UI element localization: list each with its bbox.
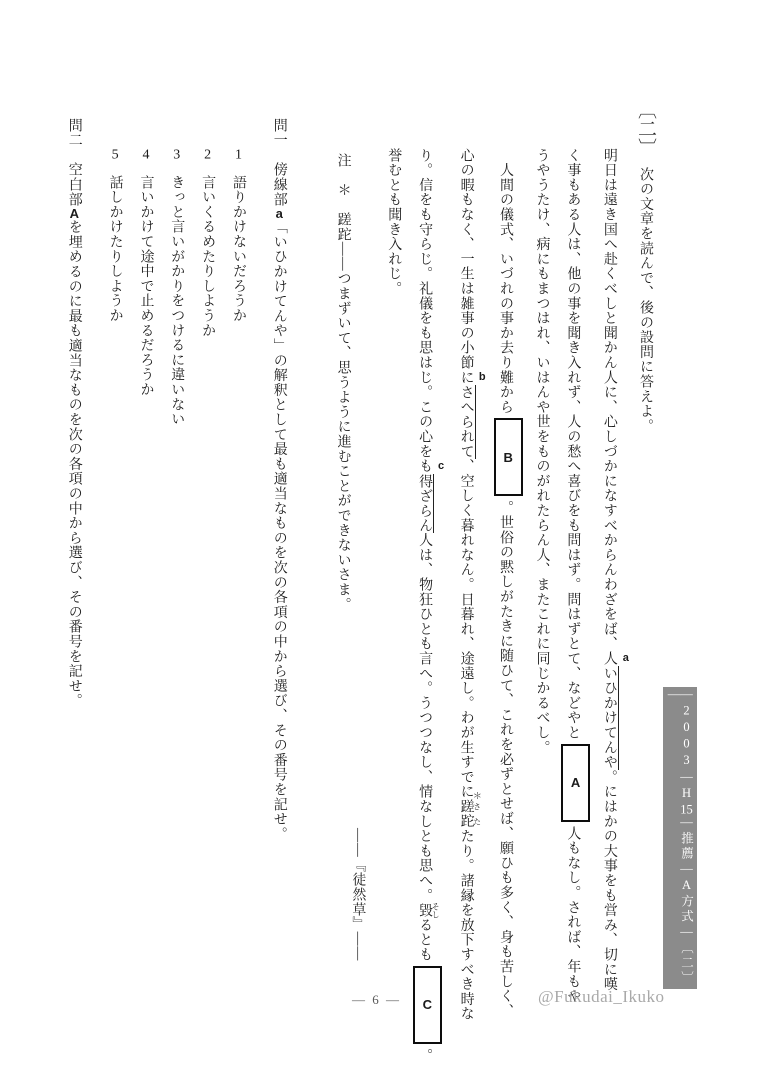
blank-box-C [413, 966, 442, 1044]
ruby-term: 毀 そし [417, 902, 441, 919]
text-run: 、空しく暮れなん。日暮れ、途遠し。わが生すでに [458, 458, 474, 800]
text-run: 注 ＊ 蹉跎――つまずいて、思うように進むことができないさま。 [335, 153, 351, 612]
text-run: ――『徒然草』―― [350, 828, 366, 962]
option-number: 5 [111, 148, 119, 162]
text-run: うやうたけ、病にもまつはれ、いはんや世をものがれたらん人、またこれに同じかるべし。 [534, 148, 550, 755]
blank-box-B [494, 418, 523, 496]
section-marker: 〔二〕 [635, 100, 656, 157]
question-1-column [271, 100, 286, 1063]
underlined-phrase-b: b さへられて [458, 370, 486, 459]
text-run: 言いくるめたりしようか [200, 175, 216, 338]
text-run: を埋めるのに最も適当なものを次の各項の中から選び、その番号を記せ。 [66, 219, 82, 709]
option-column-1 [230, 100, 245, 1063]
header-instruction-column [635, 100, 655, 1063]
text-run: きっと言いがかりをつけるに違いない [169, 175, 185, 427]
text-run: 明日は遠き国へ赴くべしと聞かん人に、心しづかになすべからんわざをば、人 [601, 148, 617, 666]
year-badge [663, 687, 697, 989]
option-column-5 [107, 100, 122, 1063]
underlined-phrase-c: c 得ざらん [417, 459, 445, 533]
text-run: り。信をも守らじ。礼儀をも思はじ。この心をも [417, 148, 433, 474]
option-number: 4 [142, 148, 150, 162]
option-column-2 [199, 100, 214, 1063]
text-run: 問二 空白部 [66, 118, 82, 207]
blank-box-letter-B: B [503, 449, 513, 465]
text-run: 人は、物狂ひとも言へ。うつつなし、情なしとも思へ。 [417, 532, 433, 903]
text-run: 問一 傍線部 [271, 118, 287, 207]
content-area [66, 100, 655, 1063]
reference-letter: A [69, 206, 79, 220]
option-column-4 [138, 100, 153, 1063]
question-2-column [66, 100, 81, 1063]
option-number: 3 [173, 148, 181, 162]
passage-column-2 [565, 100, 586, 1063]
text-run: 「いひかけてんや」の解釈として最も適当なものを次の各項の中から選び、その番号を記せ。 [271, 219, 287, 842]
note-column [335, 100, 350, 1063]
underlined-phrase-a: a いひかけてんや [601, 652, 629, 770]
ruby-term: ＊ 蹉跎 さた [458, 791, 483, 829]
option-number: 2 [204, 148, 212, 162]
passage-column-1 [601, 100, 629, 1063]
reference-letter: a [275, 206, 283, 220]
page-number: — 6 — [352, 992, 401, 1007]
text-run: たり。諸縁を放下すべき時な [458, 828, 474, 1022]
passage-column-4 [497, 100, 518, 1063]
text-run: 語りかけないだろうか [230, 175, 246, 323]
underline-label-c: c [437, 459, 445, 472]
underline-label-a: a [622, 652, 629, 664]
text-run: 。 [417, 1048, 433, 1063]
attribution-column [350, 100, 365, 1063]
passage-column-7 [385, 100, 400, 1063]
text-run: 心の暇もなく、一生は雑事の小節に [458, 148, 474, 385]
text-run: 話しかけたりしようか [107, 175, 123, 323]
text-run: 。にはかの大事をも営み、切に嘆 [601, 769, 617, 992]
text-run: 。世俗の黙しがたきに随ひて、これを必ずとせば、願ひも多く、身も苦しく、 [497, 500, 513, 1019]
note-star-mark: ＊ [472, 791, 483, 802]
text-run: 言いかけて途中で止めるだろうか [138, 175, 154, 397]
blank-box-letter-C: C [422, 997, 432, 1013]
text-run: く事もある人は、他の事を聞き入れず、人の愁へ喜びをも問はず。問はずとて、などやと [565, 148, 581, 740]
blank-box-A [561, 744, 590, 822]
option-column-3 [168, 100, 183, 1063]
text-run: 誉むとも聞き入れじ。 [386, 148, 402, 296]
text-run: 人間の儀式、いづれの事か去り難から [497, 148, 513, 415]
watermark: @Fukudai_Ikuko [538, 987, 665, 1006]
passage-column-6 [416, 100, 445, 1063]
passage-column-3 [534, 100, 549, 1063]
text-run: 次の文章を読んで、後の設問に答えよ。 [638, 167, 653, 434]
option-number: 1 [234, 148, 242, 162]
year-badge-text: ―2003―H15―推薦―A方式―〔二〕― [667, 687, 694, 986]
text-run: 人もなし。されば、年もや [565, 826, 581, 1004]
underline-label-b: b [478, 370, 486, 383]
passage-column-5 [458, 100, 486, 1063]
blank-box-letter-A: A [570, 775, 581, 791]
text-run: るとも [417, 917, 433, 963]
